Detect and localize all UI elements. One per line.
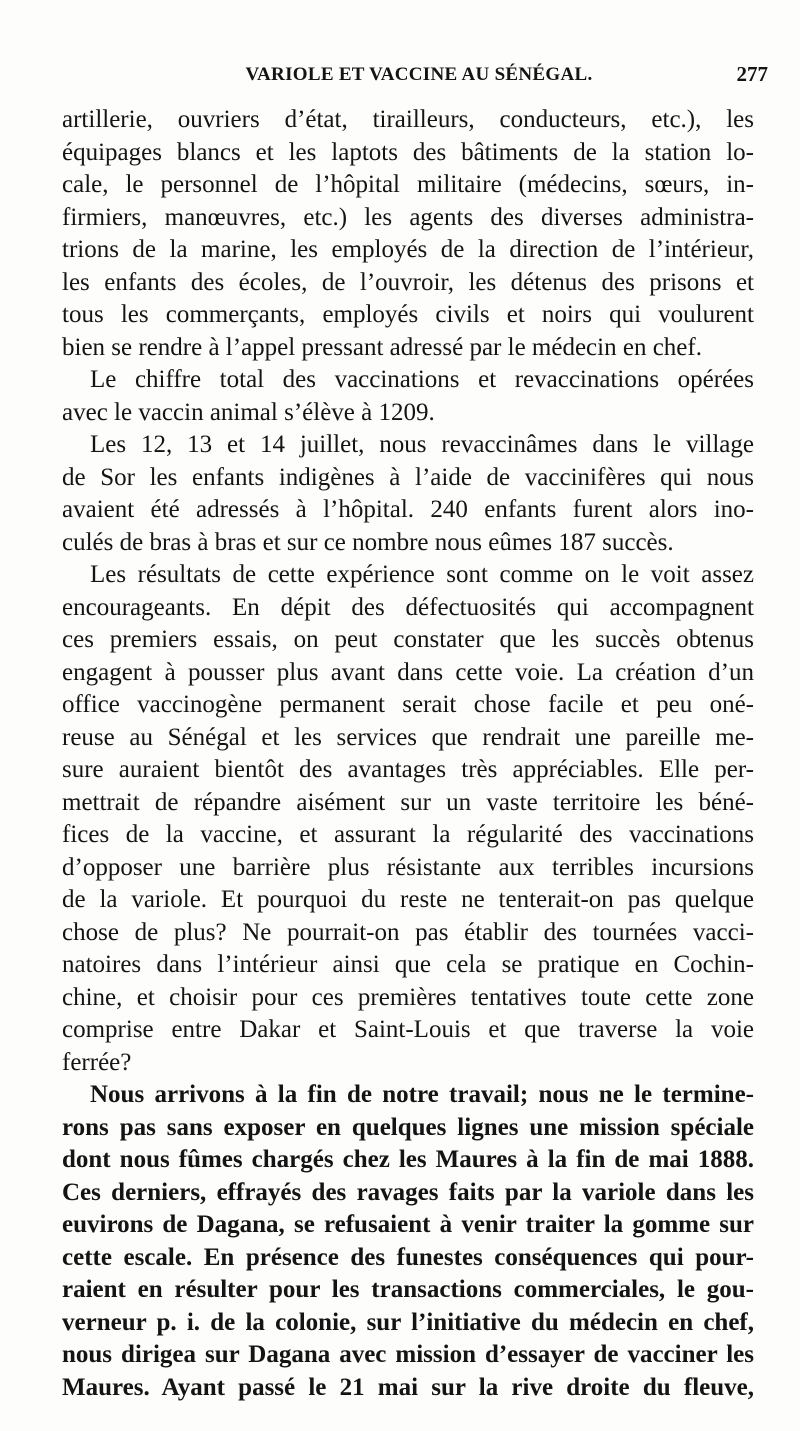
- text-line: dont nous fûmes chargés chez les Maures à la fin de mai 1888.: [62, 1146, 754, 1173]
- text-line: ferrée?: [62, 1048, 132, 1076]
- text-line: équipages blancs et les laptots des bâtiments de la station lo-: [62, 138, 754, 166]
- text-line: Ces derniers, effrayés des ravages faits par la variole dans les: [62, 1178, 754, 1206]
- text-line: Le chiffre total des vaccinations et revaccinations opérées: [90, 366, 754, 393]
- text-line: verneur p. i. de la colonie, sur l’initiative du médecin en chef,: [62, 1308, 754, 1336]
- text-line: Maures. Ayant passé le 21 mai sur la rive droite du fleuve,: [62, 1373, 754, 1401]
- text-line: cale, le personnel de l’hôpital militaire (médecins, sœurs, in-: [62, 171, 754, 198]
- text-line: Les résultats de cette expérience sont comme on le voit assez: [90, 561, 754, 588]
- text-line: encourageants. En dépit des défectuosités qui accompagnent: [62, 593, 754, 621]
- text-line: reuse au Sénégal et les services que rendrait une pareille me-: [62, 723, 754, 751]
- text-line: ces premiers essais, on peut constater que les succès obtenus: [62, 626, 754, 653]
- text-line: avec le vaccin animal s’élève à 1209.: [62, 398, 435, 426]
- text-line: cette escale. En présence des funestes conséquences qui pour-: [62, 1243, 754, 1271]
- text-line: nous dirigea sur Dagana avec mission d’essayer de vacciner les: [62, 1341, 754, 1368]
- text-line: artillerie, ouvriers d’état, tirailleurs, conducteurs, etc.), les: [62, 106, 754, 133]
- text-line: trions de la marine, les employés de la direction de l’intérieur,: [62, 236, 754, 263]
- text-line: comprise entre Dakar et Saint-Louis et que traverse la voie: [62, 1016, 754, 1043]
- text-line: natoires dans l’intérieur ainsi que cela se pratique en Cochin-: [62, 951, 754, 978]
- text-line: bien se rendre à l’appel pressant adressé par le médecin en chef.: [62, 333, 702, 361]
- body-text: [62, 104, 754, 1404]
- text-line: tous les commerçants, employés civils et noirs qui voulurent: [62, 301, 754, 328]
- text-line: raient en résulter pour les transactions commerciales, le gou-: [62, 1276, 754, 1303]
- header-title: VARIOLE ET VACCINE AU SÉNÉGAL.: [245, 64, 593, 85]
- running-head: [62, 58, 776, 92]
- text-line: avaient été adressés à l’hôpital. 240 enfants furent alors ino-: [62, 496, 754, 523]
- text-line: de Sor les enfants indigènes à l’aide de vaccinifères qui nous: [62, 463, 754, 491]
- text-line: d’opposer une barrière plus résistante aux terribles incursions: [62, 853, 754, 881]
- text-line: les enfants des écoles, de l’ouvroir, les détenus des prisons et: [62, 268, 754, 296]
- text-line: Les 12, 13 et 14 juillet, nous revaccinâmes dans le village: [90, 431, 754, 458]
- text-line: chose de plus? Ne pourrait-on pas établir des tournées vacci-: [62, 918, 754, 946]
- text-line: chine, et choisir pour ces premières tentatives toute cette zone: [62, 983, 754, 1011]
- text-line: fices de la vaccine, et assurant la régularité des vaccinations: [62, 821, 754, 848]
- text-line: culés de bras à bras et sur ce nombre nous eûmes 187 succès.: [62, 528, 674, 556]
- text-line: office vaccinogène permanent serait chose facile et peu oné-: [62, 691, 754, 718]
- text-line: Nous arrivons à la fin de notre travail; nous ne le termine-: [90, 1081, 754, 1108]
- text-line: euvirons de Dagana, se refusaient à venir traiter la gomme sur: [62, 1211, 754, 1238]
- text-line: de la variole. Et pourquoi du reste ne tenterait-on pas quelque: [62, 886, 754, 913]
- text-line: firmiers, manœuvres, etc.) les agents des diverses administra-: [62, 203, 754, 231]
- text-line: engagent à pousser plus avant dans cette voie. La création d’un: [62, 658, 754, 686]
- page-number: 277: [736, 62, 768, 86]
- text-line: mettrait de répandre aisément sur un vaste territoire les béné-: [62, 788, 754, 816]
- text-line: rons pas sans exposer en quelques lignes une mission spéciale: [62, 1113, 754, 1141]
- text-line: sure auraient bientôt des avantages très appréciables. Elle per-: [62, 756, 754, 783]
